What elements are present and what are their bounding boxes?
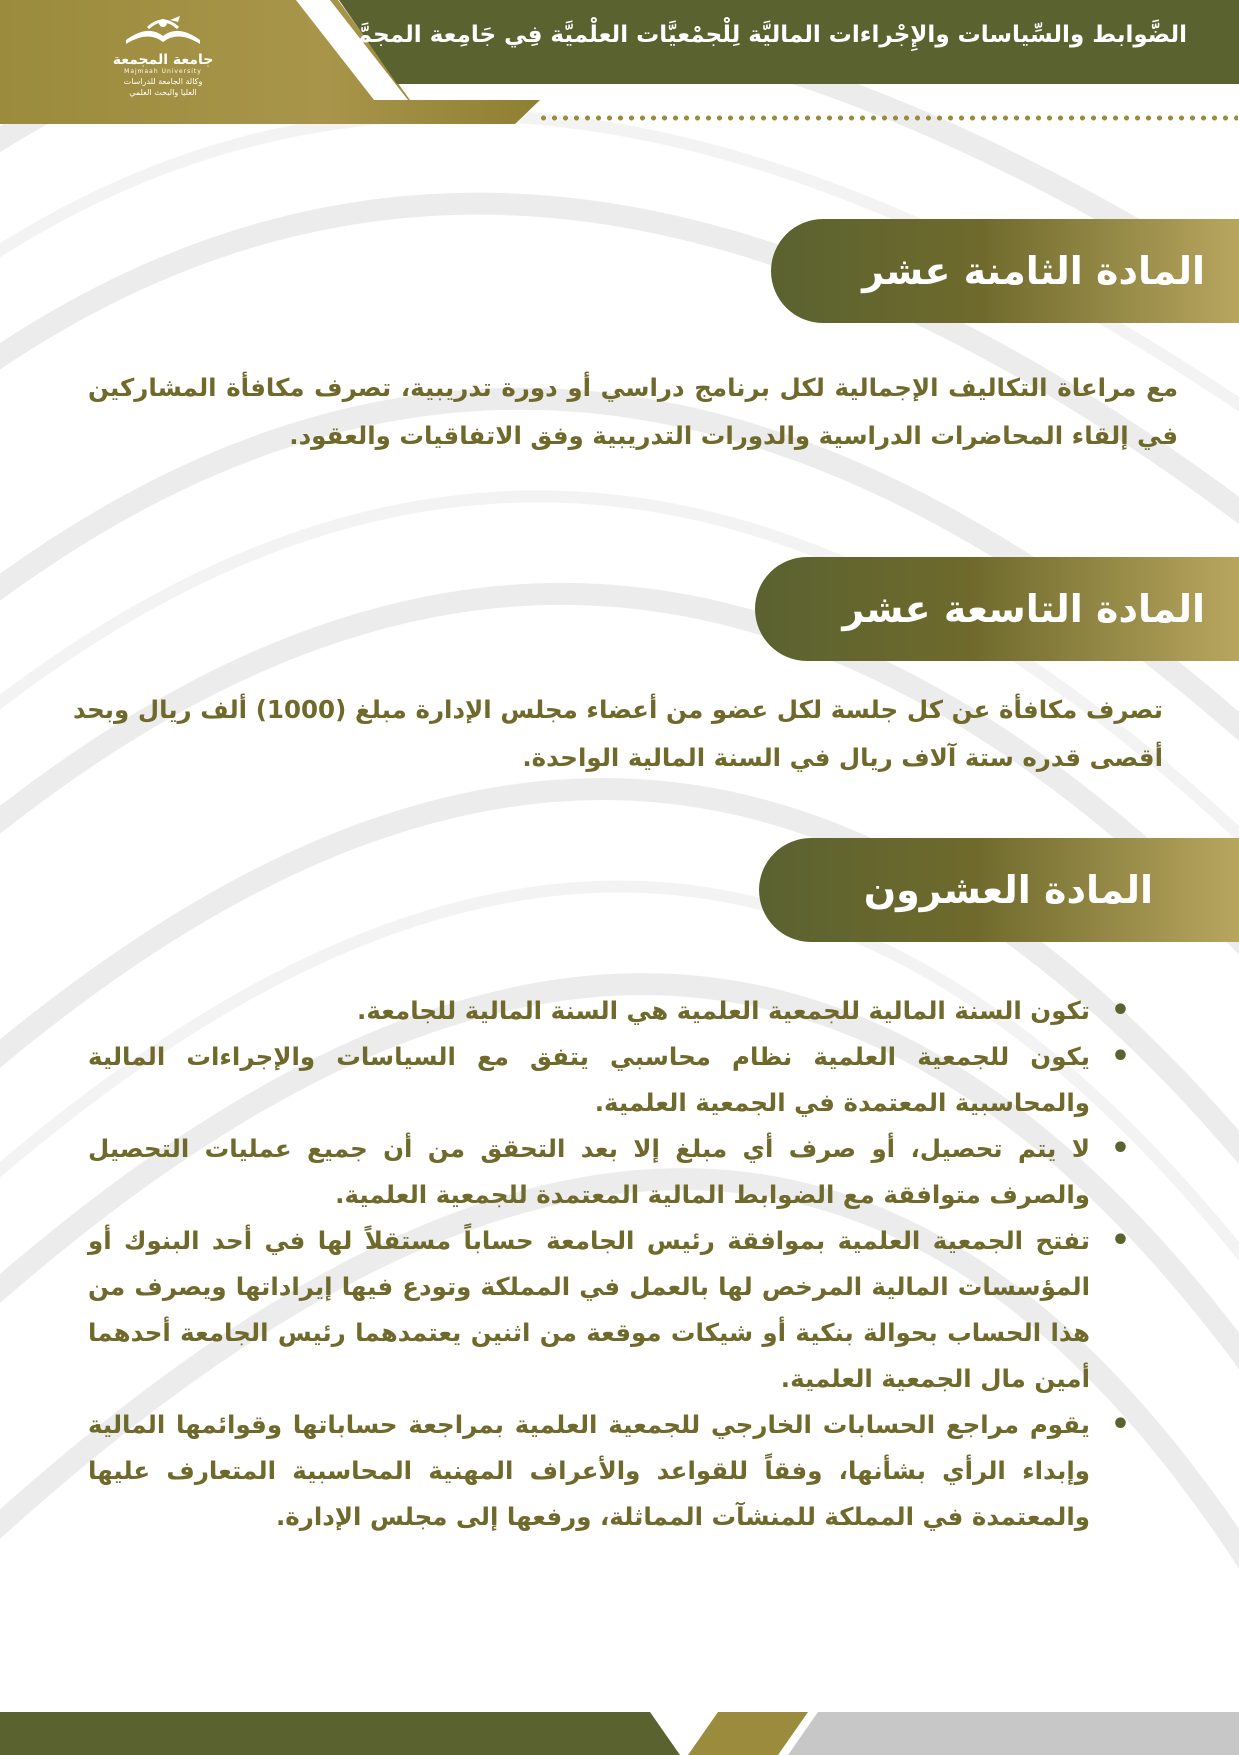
logo-subtitle-2: العليا والبحث العلمي	[129, 88, 197, 97]
list-item: • تكون السنة المالية للجمعية العلمية هي السنة المالية للجامعة.	[88, 988, 1138, 1034]
list-item: • لا يتم تحصيل، أو صرف أي مبلغ إلا بعد التحقق من أن جميع عمليات التحصيل والصرف متوافقة مع الضوابط المالية المعتمدة للجمعية العلمية.	[88, 1126, 1138, 1218]
article-20-list	[88, 988, 1138, 1540]
footer-green-bar	[0, 1712, 680, 1755]
logo-subtitle-1: وكالة الجامعة للدراسات	[123, 77, 203, 86]
book-emblem-icon	[118, 14, 208, 50]
document-title: الضَّوابط والسِّياسات والإِجْراءات الماليَّة لِلْجمْعيَّات العلْميَّة فِي جَامِعة المجمَّعة	[330, 22, 1187, 48]
list-item: • تفتح الجمعية العلمية بموافقة رئيس الجامعة حساباً مستقلاً لها في أحد البنوك أو المؤسسات المالية المرخص لها بالعمل في المملكة وتودع فيها إيراداتها ويصرف من هذا الحساب بحوالة بنكية أو شيكات موقعة من اثنين يعتمدهما رئيس الجامعة أحدهما أمين مال الجمعية العلمية.	[88, 1218, 1138, 1402]
header-dotted-rule	[538, 115, 1238, 121]
university-logo	[108, 14, 218, 114]
list-item: • يقوم مراجع الحسابات الخارجي للجمعية العلمية بمراجعة حساباتها وقوائمها المالية وإبداء الرأي بشأنها، وفقاً للقواعد والأعراف المهنية المحاسبية المتعارف عليها والمعتمدة في المملكة للمنشآت المماثلة، ورفعها إلى مجلس الإدارة.	[88, 1402, 1138, 1540]
list-item: • يكون للجمعية العلمية نظام محاسبي يتفق مع السياسات والإجراءات المالية والمحاسبية المعتمدة في الجمعية العلمية.	[88, 1034, 1138, 1126]
article-20-heading: المادة العشرون	[759, 838, 1239, 942]
article-19-heading: المادة التاسعة عشر	[755, 557, 1239, 661]
footer-gray-bar	[788, 1712, 1239, 1755]
logo-name-ar: جامعة المجمعة	[112, 52, 214, 68]
article-19-body: تصرف مكافأة عن كل جلسة لكل عضو من أعضاء مجلس الإدارة مبلغ (1000) ألف ريال وبحد أقصى قدره ستة آلاف ريال في السنة المالية الواحدة.	[73, 695, 1164, 772]
article-18-heading: المادة الثامنة عشر	[771, 219, 1239, 323]
article-18-body: مع مراعاة التكاليف الإجمالية لكل برنامج دراسي أو دورة تدريبية، تصرف مكافأة المشاركين في إلقاء المحاضرات الدراسية والدورات التدريبية وفق الاتفاقيات والعقود.	[88, 373, 1178, 450]
logo-name-en: Majmaah University	[124, 68, 202, 75]
